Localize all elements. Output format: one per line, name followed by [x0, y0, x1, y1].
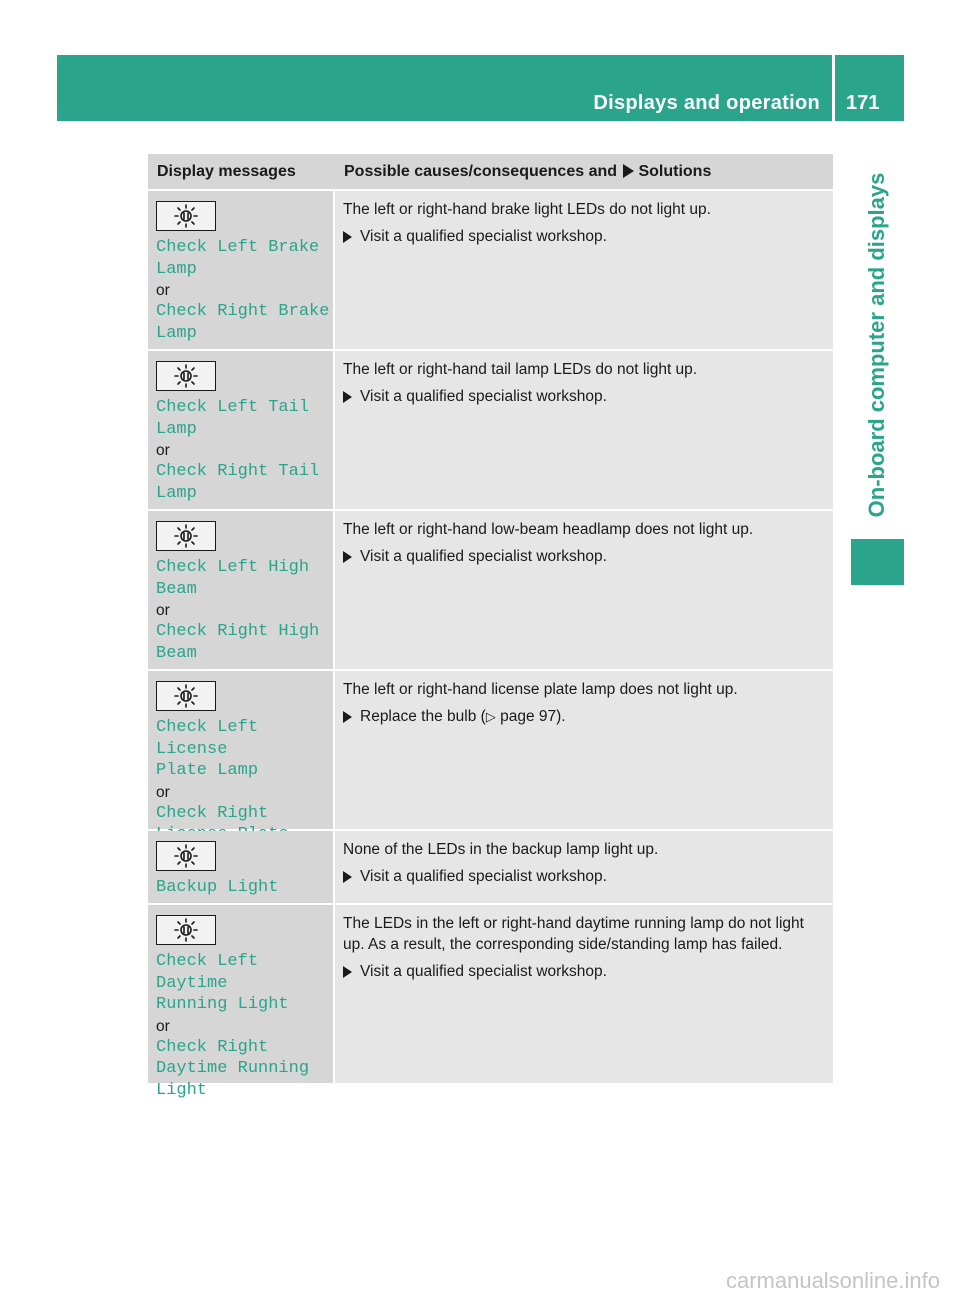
display-message-cell: [148, 351, 335, 509]
cause-text: The LEDs in the left or right-hand daytime running lamp do not light up. As a result, the corresponding side/standing lamp has failed.: [343, 915, 804, 953]
solution-step: [343, 706, 823, 727]
arrow-right-icon: [343, 231, 352, 243]
page-number: 171: [846, 92, 880, 114]
header-bar: [57, 55, 832, 121]
arrow-right-icon: [343, 711, 352, 723]
solution-text: Visit a qualified specialist workshop.: [360, 963, 607, 980]
display-message-cell: [148, 511, 335, 669]
solution-text: Visit a qualified specialist workshop.: [360, 548, 607, 565]
bulb-warning-icon: [156, 841, 216, 871]
bulb-warning-icon: [156, 201, 216, 231]
cause-solution-cell: [335, 831, 833, 903]
message-text: Lamp: [156, 323, 197, 343]
cause-solution-cell: [335, 671, 833, 829]
message-text: Check Right Brake: [156, 302, 330, 321]
bulb-warning-icon: [156, 915, 216, 945]
or-label: or: [156, 783, 170, 801]
column-header-solutions-text: Solutions: [638, 163, 712, 180]
solution-step: [343, 226, 823, 247]
message-text: Check Left Daytime: [156, 952, 259, 993]
bulb-warning-icon: [156, 361, 216, 391]
arrow-right-icon: [343, 551, 352, 563]
cause-text: The left or right-hand tail lamp LEDs do not light up.: [343, 361, 698, 378]
display-message-cell: [148, 671, 335, 829]
cause-text: The left or right-hand license plate lamp does not light up.: [343, 681, 738, 698]
column-header-causes-text: Possible causes/consequences and: [344, 163, 618, 180]
cause-solution-cell: [335, 191, 833, 349]
message-text: Check Left Brake: [156, 238, 320, 257]
watermark: carmanualsonline.info: [725, 1268, 940, 1293]
cause-solution-cell: [335, 351, 833, 509]
message-text: Check Right High: [156, 622, 320, 641]
or-label: or: [156, 282, 170, 299]
solution-text: Visit a qualified specialist workshop.: [360, 388, 607, 405]
cause-solution-cell: [335, 905, 833, 1083]
table-row: [148, 831, 833, 905]
solution-text: Visit a qualified specialist workshop.: [360, 228, 607, 245]
arrow-right-icon: [623, 164, 634, 178]
bulb-warning-icon: [156, 681, 216, 711]
or-label: or: [156, 602, 170, 619]
table-row: [148, 905, 833, 1100]
table-row: [148, 191, 833, 351]
arrow-right-icon: [343, 966, 352, 978]
message-text: Lamp: [156, 483, 197, 503]
page-reference-link[interactable]: page 97).: [495, 708, 566, 725]
message-text: Check Left High: [156, 558, 310, 577]
message-text: Backup Light: [156, 878, 279, 897]
page-number-box: [835, 55, 904, 121]
solution-text: [360, 706, 566, 727]
message-text: Daytime Running: [156, 1059, 310, 1078]
message-text: Lamp: [156, 419, 197, 439]
message-text: Plate Lamp: [156, 761, 259, 780]
or-label: or: [156, 442, 170, 459]
solution-step: [343, 546, 823, 567]
arrow-right-icon: [343, 391, 352, 403]
cause-text: The left or right-hand low-beam headlamp does not light up.: [343, 521, 754, 538]
arrow-right-icon: [343, 871, 352, 883]
cause-text: The left or right-hand brake light LEDs do not light up.: [343, 201, 711, 218]
message-text: Beam: [156, 643, 197, 663]
message-text: Check Right Tail: [156, 462, 320, 481]
table-row: [148, 511, 833, 671]
side-tab-marker: [851, 539, 904, 585]
section-title: Displays and operation: [593, 92, 820, 114]
solution-step: [343, 866, 823, 887]
solution-text: Visit a qualified specialist workshop.: [360, 868, 607, 885]
column-header-causes: [335, 154, 833, 189]
solution-step: [343, 961, 823, 982]
message-text: Light: [156, 1080, 208, 1100]
column-header-display-messages: Display messages: [157, 163, 296, 180]
bulb-warning-icon: [156, 521, 216, 551]
solution-step: [343, 386, 823, 407]
display-message-cell: [148, 191, 335, 349]
message-text: Check Left License: [156, 718, 259, 759]
solution-text-prefix: Replace the bulb (: [360, 708, 486, 725]
cause-text: None of the LEDs in the backup lamp light up.: [343, 841, 659, 858]
message-text: Check Right: [156, 803, 269, 823]
cause-solution-cell: [335, 511, 833, 669]
message-text: Check Left Tail: [156, 398, 310, 417]
display-message-cell: [148, 831, 335, 903]
or-label: or: [156, 1017, 170, 1035]
table-row: [148, 351, 833, 511]
table-row: [148, 671, 833, 831]
table-header: [148, 154, 833, 191]
display-message-cell: [148, 905, 335, 1100]
side-tab: [847, 160, 907, 530]
side-tab-label: On-board computer and displays: [864, 172, 889, 518]
message-text: Running Light: [156, 995, 289, 1014]
display-messages-table: [148, 154, 833, 1100]
message-text: Check Right: [156, 1037, 269, 1057]
page-reference-icon: ▷: [485, 709, 496, 724]
message-text: Beam: [156, 579, 197, 599]
message-text: Lamp: [156, 259, 197, 279]
